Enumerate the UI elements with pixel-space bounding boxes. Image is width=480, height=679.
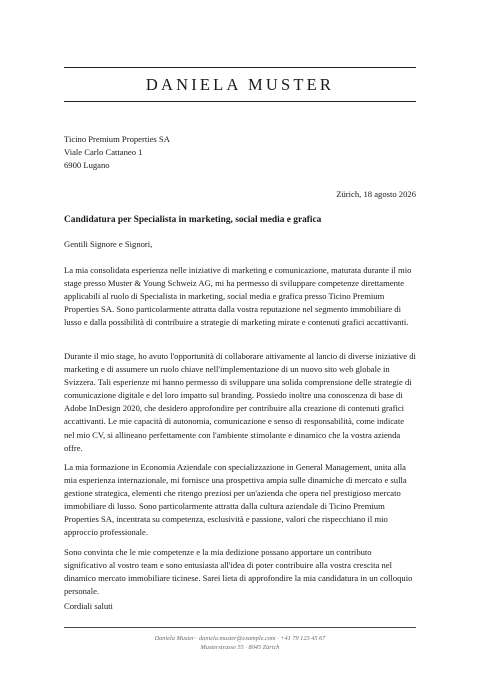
footer-rule	[64, 627, 416, 628]
recipient-company: Ticino Premium Properties SA	[64, 134, 170, 144]
letter-subject: Candidatura per Specialista in marketing, social media e grafica	[64, 215, 322, 225]
recipient-street: Viale Carlo Cattaneo 1	[64, 147, 143, 158]
recipient-city: 6900 Lugano	[64, 160, 110, 171]
body-paragraph-2: Durante il mio stage, ho avuto l'opportunità di collaborare attivamente al lancio di diverse iniziative di marketing e di assumere un ruolo chiave nell'implementazione di un nuovo sito web globale in Svizzera. Tali esperienze mi hanno permesso di sviluppare una solida comprensione delle strategie di comunicazione digitale e del loro impatto sul branding. Possiedo inoltre una conoscenza di base di Adobe InDesign 2020, che desidero approfondire per contribuire alla creazione di contenuti grafici accattivanti. Le mie capacità di autonomia, comunicazione e senso di responsabilità, come indicate nel mio CV, si allineano perfettamente con l'ambiente stimolante e dinamico che la vostra azienda offre.	[64, 351, 416, 453]
header-bottom-rule	[64, 101, 416, 102]
recipient-address	[64, 133, 416, 172]
footer-address: Musterstrasse 55 · 8045 Zürich	[200, 644, 280, 651]
sender-name: DANIELA MUSTER	[145, 75, 335, 94]
letter-date: Zürich, 18 agosto 2026	[336, 189, 416, 199]
closing: Cordiali saluti	[64, 601, 113, 611]
body-paragraph-1: La mia consolidata esperienza nelle iniziative di marketing e comunicazione, maturata durante il mio stage presso Muster & Young Schweiz AG, mi ha permesso di sviluppare competenze direttamente applicabili al ruolo di Specialista in marketing, social media e grafica presso Ticino Premium Properties SA. Sono particolarmente attratta dalla vostra reputazione nel segmento immobiliare di lusso e dalla possibilità di contribuire a strategie di marketing mirate e contenuti grafici accattivanti.	[64, 265, 412, 328]
header-top-rule	[64, 67, 416, 68]
body-paragraph-4: Sono convinta che le mie competenze e la mia dedizione possano apportare un contributo significativo al vostro team e sono entusiasta all'idea di poter contribuire alla vostra crescita nel dinamico mercato immobiliare ticinese. Sarei lieta di approfondire la mia candidatura in un colloquio personale.	[64, 547, 413, 597]
body-paragraph-3: La mia formazione in Economia Aziendale con specializzazione in General Management, unita alla mia esperienza internazionale, mi fornisce una prospettiva ampia sulle dinamiche di mercato e sulla gestione strategica, elementi che ritengo preziosi per un'azienda che opera nel prestigioso mercato immobiliare di lusso. Sono particolarmente attratta dalla cultura aziendale di Ticino Premium Properties SA, incentrata su competenza, esclusività e passione, valori che rispecchiano il mio approccio professionale.	[64, 462, 407, 538]
salutation: Gentili Signore e Signori,	[64, 239, 153, 249]
footer-contact: Daniela Muster · daniela.muster@example.com · +41 79 123 45 67	[154, 635, 326, 642]
